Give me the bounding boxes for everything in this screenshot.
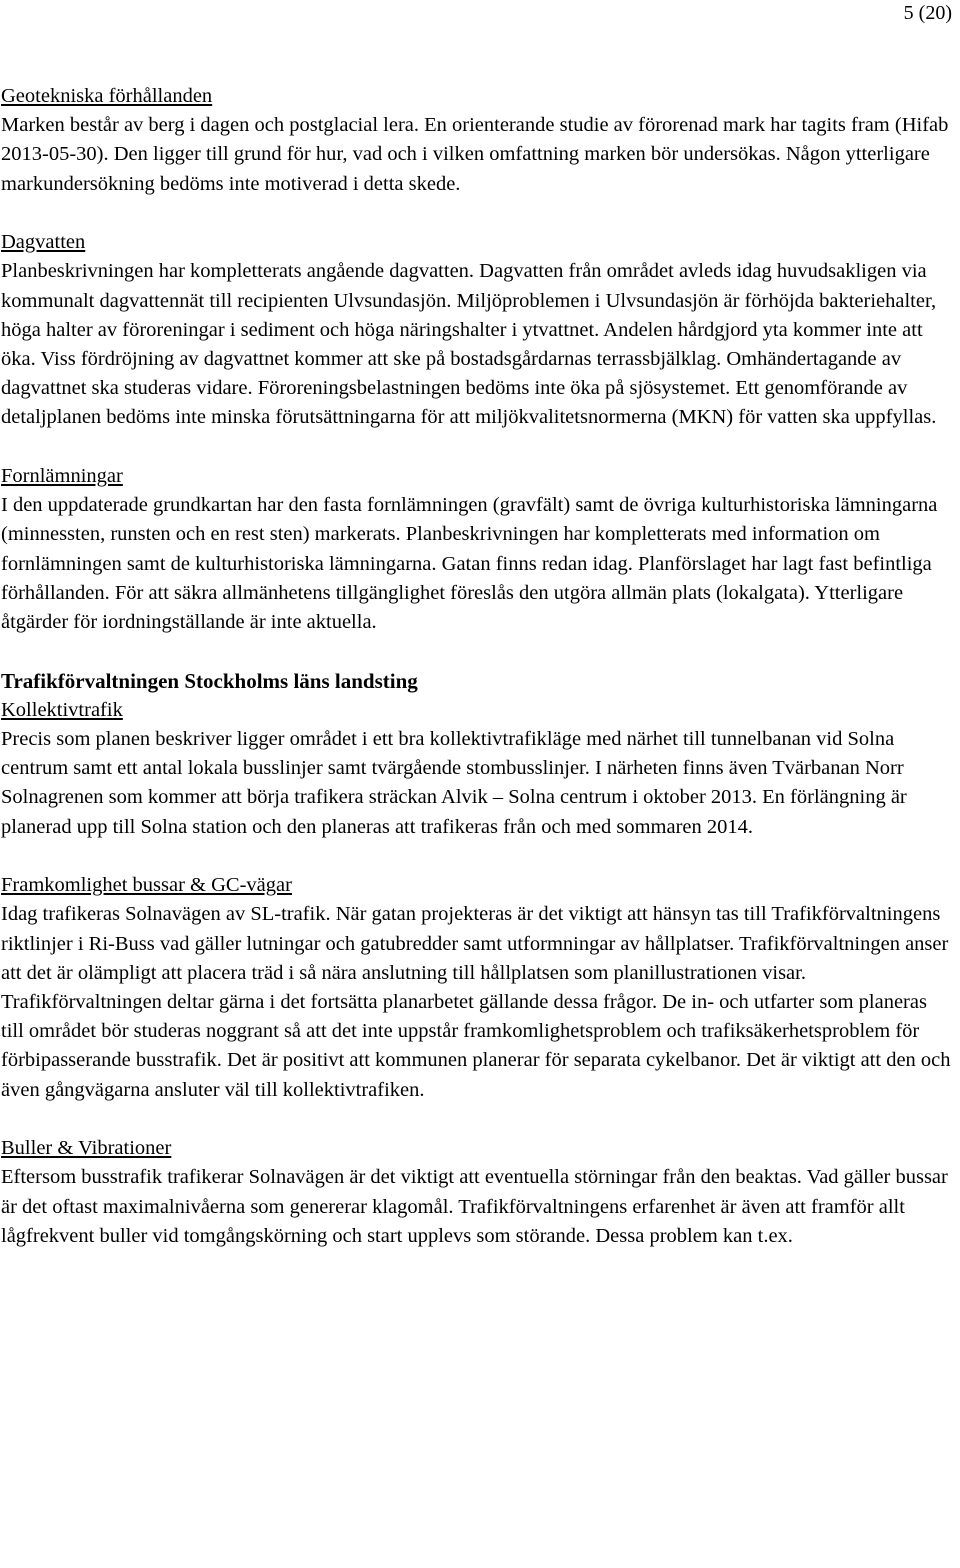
organization-heading: Trafikförvaltningen Stockholms läns landsting [1, 668, 418, 693]
section-dagvatten [1, 228, 951, 432]
section-heading: Fornlämningar [1, 465, 123, 488]
section-kollektivtrafik [1, 667, 951, 842]
section-paragraph: Eftersom busstrafik trafikerar Solnavägen är det viktigt att eventuella störningar från den beaktas. Vad gäller bussar är det oftast maximalnivåerna som genererar klagomål. Trafikförvaltningens erfarenhet är även att framför allt lågfrekvent buller vid tomgångskörning och start upplevs som störande. Dessa problem kan t.ex. [1, 1166, 948, 1247]
section-framkomlighet [1, 871, 951, 1105]
page-number: 5 (20) [903, 2, 952, 24]
section-paragraph: Precis som planen beskriver ligger området i ett bra kollektivtrafikläge med närhet till tunnelbanan vid Solna centrum samt ett antal lokala busslinjer samt tvärgående stombusslinjer. I närheten finns även Tvärbanan Norr Solnagrenen som kommer att börja trafikera sträckan Alvik – Solna centrum i oktober 2013. En förlängning är planerad upp till Solna station och den planeras att trafikeras från och med sommaren 2014. [1, 728, 907, 838]
section-geotekniska [1, 82, 951, 199]
document-body [1, 82, 951, 1280]
section-heading: Geotekniska förhållanden [1, 85, 213, 107]
section-heading: Buller & Vibrationer [1, 1137, 172, 1160]
section-paragraph: Planbeskrivningen har kompletterats angående dagvatten. Dagvatten från området avleds idag huvudsakligen via kommunalt dagvattennät till recipienten Ulvsundasjön. Miljöproblemen i Ulvsundasjön är förhöjda bakteriehalter, höga halter av föroreningar i sediment och höga näringshalter i ytvattnet. Andelen hårdgjord yta kommer inte att öka. Viss fördröjning av dagvattnet kommer att ske på bostadsgårdarnas terrassbjälklag. Omhändertagande av dagvattnet ska studeras vidare. Föroreningsbelastningen bedöms inte öka på sjösystemet. Ett genomförande av detaljplanen bedöms inte minska förutsättningarna för att miljökvalitetsnormerna (MKN) för vatten ska uppfyllas. [1, 260, 937, 429]
section-paragraph: Idag trafikeras Solnavägen av SL-trafik. När gatan projekteras är det viktigt att hänsyn tas till Trafikförvaltningens riktlinjer i Ri-Buss vad gäller lutningar och gatubredder samt utformningar av hållplatser. Trafikförvaltningen anser att det är olämpligt att placera träd i så nära anslutning till hållplatsen som planillustrationen visar. Trafikförvaltningen deltar gärna i det fortsätta planarbetet gällande dessa frågor. De in- och utfarter som planeras till området bör studeras noggrant så att det inte uppstår framkomlighetsproblem och trafiksäkerhetsproblem för förbipasserande busstrafik. Det är positivt att kommunen planerar för separata cykelbanor. Det är viktigt att den och även gångvägarna ansluter väl till kollektivtrafiken. [1, 903, 951, 1101]
section-fornlamningar [1, 462, 951, 637]
section-paragraph: I den uppdaterade grundkartan har den fasta fornlämningen (gravfält) samt de övriga kulturhistoriska lämningarna (minnessten, runsten och en rest sten) markerats. Planbeskrivningen har kompletterats med information om fornlämningen samt de kulturhistoriska lämningarna. Gatan finns redan idag. Planförslaget har lagt fast befintliga förhållanden. För att säkra allmänhetens tillgänglighet föreslås den utgöra allmän plats (lokalgata). Ytterligare åtgärder för iordningställande är inte aktuella. [1, 494, 938, 634]
section-heading: Framkomlighet bussar & GC-vägar [1, 874, 292, 897]
section-heading: Dagvatten [1, 231, 86, 254]
section-buller [1, 1134, 951, 1251]
section-paragraph: Marken består av berg i dagen och postglacial lera. En orienterande studie av förorenad mark har tagits fram (Hifab 2013-05-30). Den ligger till grund för hur, vad och i vilken omfattning marken bör undersökas. Någon ytterligare markundersökning bedöms inte motiverad i detta skede. [1, 114, 949, 195]
section-heading: Kollektivtrafik [1, 698, 123, 721]
